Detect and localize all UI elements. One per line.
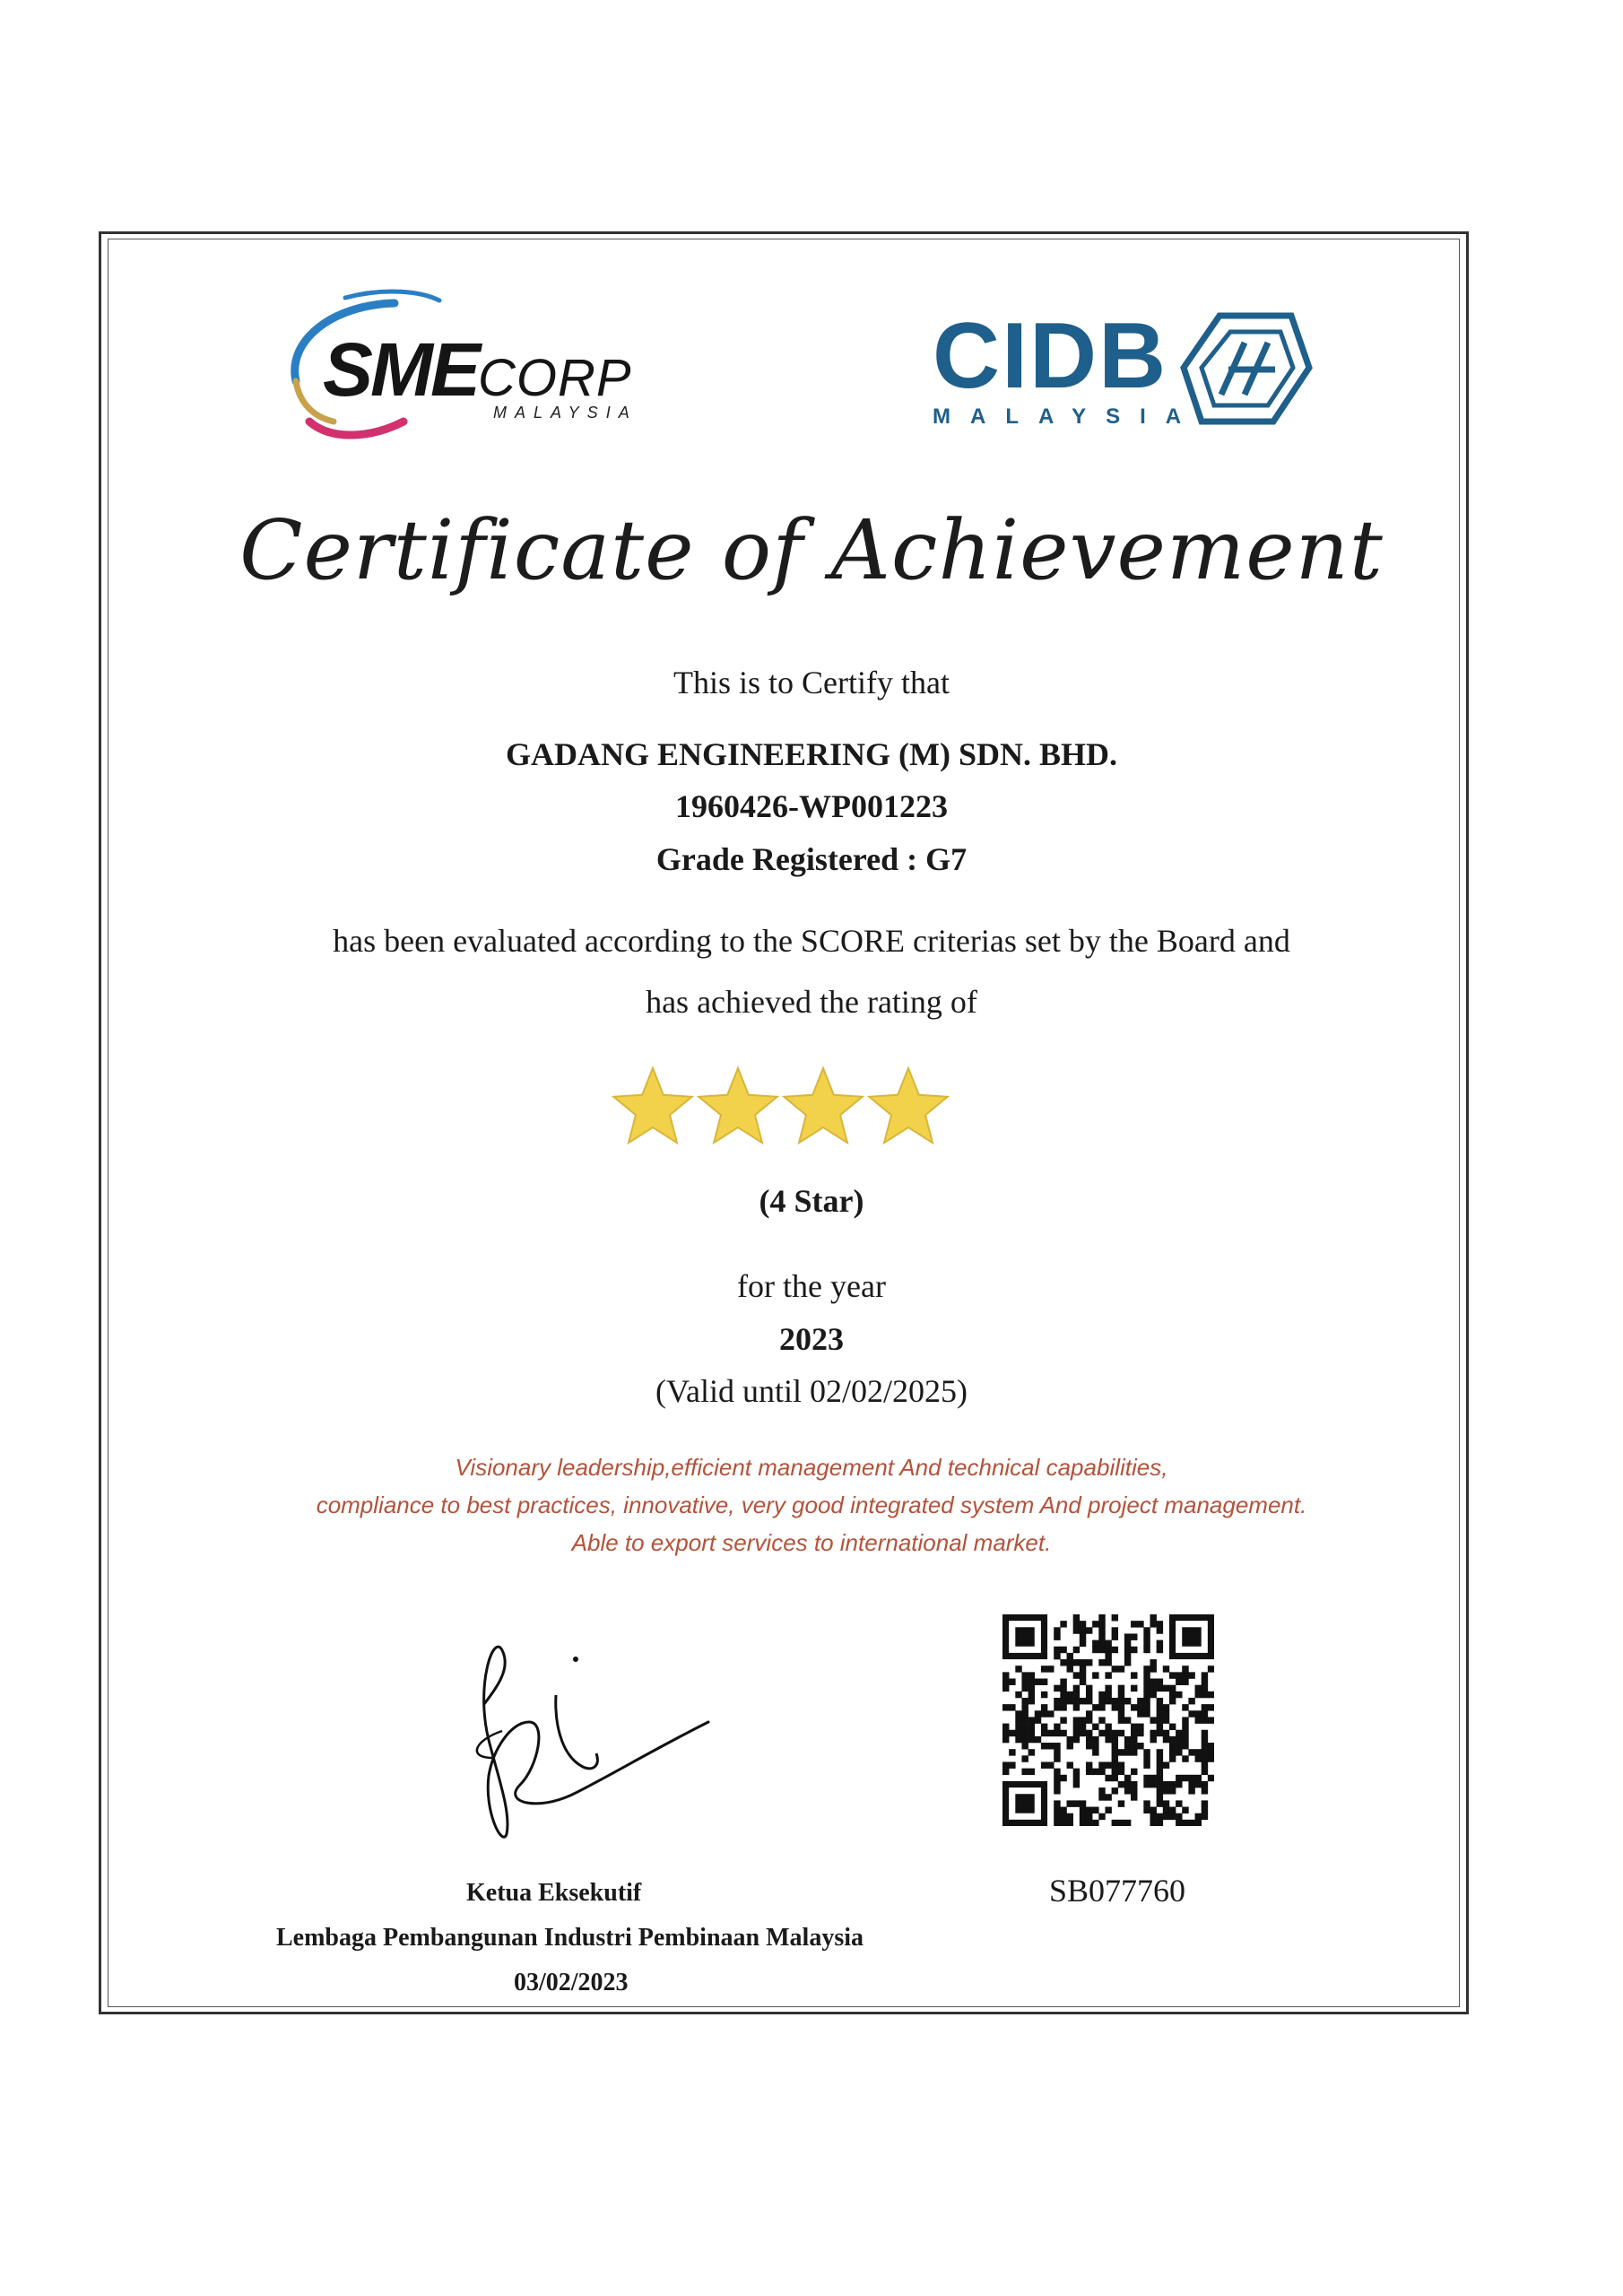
star-icon — [699, 1068, 777, 1143]
signatory-title: Ketua Eksekutif — [466, 1879, 642, 1907]
motto-line-3: Able to export services to international market. — [571, 1529, 1052, 1556]
evaluation-statement: has been evaluated according to the SCORE criterias set by the Board and — [333, 923, 1290, 959]
cidb-logo — [933, 304, 1327, 444]
signature-image — [448, 1632, 735, 1848]
smecorp-logo — [269, 287, 655, 439]
certificate-year: 2023 — [779, 1321, 844, 1357]
valid-until: (Valid until 02/02/2025) — [655, 1373, 968, 1409]
cidb-emblem-icon — [1175, 305, 1318, 430]
achievement-statement: has achieved the rating of — [646, 984, 977, 1020]
signatory-organization: Lembaga Pembangunan Industri Pembinaan Malaysia — [276, 1924, 864, 1952]
motto-line-1: Visionary leadership,efficient management And technical capabilities, — [455, 1454, 1168, 1481]
sme-logo-bold-text: SME — [323, 327, 479, 412]
rating-label: (4 Star) — [759, 1183, 864, 1219]
grade-registered: Grade Registered : G7 — [655, 841, 968, 877]
certificate-title: Certificate of Achievement — [239, 502, 1384, 598]
star-icon — [784, 1068, 862, 1143]
cidb-logo-text: CIDB — [933, 304, 1168, 408]
motto-line-2: compliance to best practices, innovative, very good integrated system And project management. — [316, 1492, 1307, 1518]
star-icon — [613, 1068, 691, 1143]
certificate-motto — [0, 1448, 1623, 1561]
signatory-date: 03/02/2023 — [514, 1969, 629, 1996]
sme-logo-sub-text: MALAYSIA — [493, 404, 638, 422]
company-name: GADANG ENGINEERING (M) SDN. BHD. — [505, 736, 1118, 772]
serial-number: SB077760 — [1049, 1873, 1186, 1909]
qr-code-image — [1002, 1614, 1214, 1826]
cidb-logo-sub-text: MALAYSIA — [933, 404, 1202, 429]
certify-intro: This is to Certify that — [673, 665, 950, 700]
sme-logo-corp-text: CORP — [478, 349, 632, 407]
for-year-label: for the year — [737, 1268, 886, 1304]
star-rating — [610, 1063, 950, 1152]
registration-number: 1960426-WP001223 — [675, 788, 948, 824]
star-icon — [869, 1068, 947, 1143]
